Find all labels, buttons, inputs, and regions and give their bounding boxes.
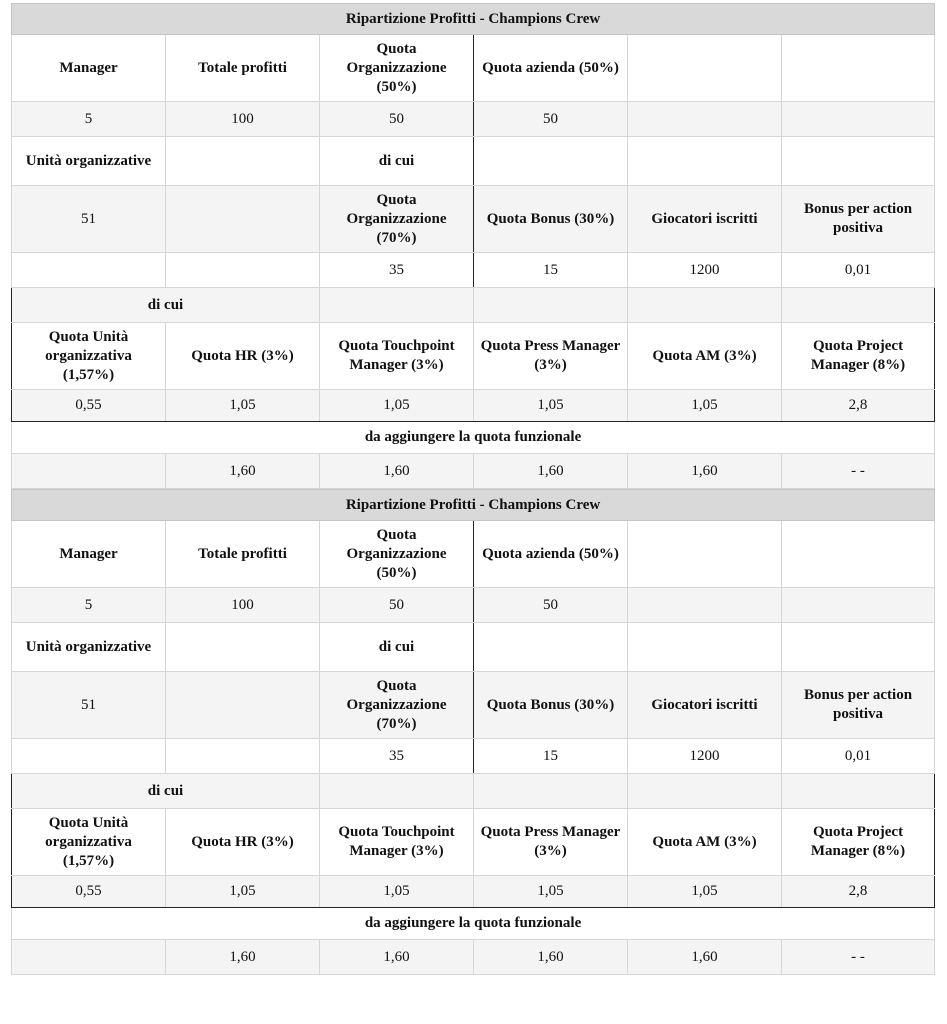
table-cell: 1200 [628, 253, 782, 288]
profit-table-1 [11, 3, 935, 489]
table-cell: Quota Bonus (30%) [474, 186, 628, 253]
table-cell: Giocatori iscritti [628, 186, 782, 253]
dicui-label: di cui [12, 774, 320, 809]
table-cell: 1,60 [166, 940, 320, 975]
dicui-row [12, 288, 935, 323]
table-cell [628, 521, 782, 588]
table-cell: 15 [474, 253, 628, 288]
table-cell: Quota Press Manager (3%) [474, 323, 628, 390]
table-cell: 51 [12, 672, 166, 739]
table-cell: Unità organizzative [12, 137, 166, 186]
table-cell: 50 [474, 102, 628, 137]
header-row-3 [12, 809, 935, 876]
table-cell: 0,01 [782, 253, 935, 288]
table-cell: Bonus per action positiva [782, 672, 935, 739]
title-row [12, 4, 935, 35]
table-cell: Manager [12, 35, 166, 102]
table-cell: 5 [12, 102, 166, 137]
table-cell: Quota azienda (50%) [474, 35, 628, 102]
table-cell: - - [782, 940, 935, 975]
table-cell [628, 774, 782, 809]
table-cell: Quota Touchpoint Manager (3%) [320, 809, 474, 876]
table-cell: 1,60 [320, 454, 474, 489]
table-cell [166, 672, 320, 739]
table-cell: Bonus per action positiva [782, 186, 935, 253]
functional-label: da aggiungere la quota funzionale [12, 908, 935, 940]
table-cell [782, 288, 935, 323]
table-cell [12, 454, 166, 489]
table-cell [320, 774, 474, 809]
table-cell: 51 [12, 186, 166, 253]
table-cell [782, 137, 935, 186]
table-cell: 35 [320, 253, 474, 288]
table-cell [166, 739, 320, 774]
table-cell: Quota Press Manager (3%) [474, 809, 628, 876]
table-cell [628, 623, 782, 672]
table-cell [782, 102, 935, 137]
table-cell: 50 [320, 588, 474, 623]
table-cell [12, 940, 166, 975]
table-cell: 1,05 [166, 876, 320, 908]
table-cell: Giocatori iscritti [628, 672, 782, 739]
values-row-1 [12, 588, 935, 623]
values-row-3 [12, 390, 935, 422]
profit-sheet [11, 3, 934, 975]
table-cell: 0,55 [12, 390, 166, 422]
functional-row [12, 908, 935, 940]
table-cell: 15 [474, 739, 628, 774]
header-row-1 [12, 35, 935, 102]
table-cell [628, 102, 782, 137]
table-cell: 100 [166, 588, 320, 623]
values-row-2 [12, 253, 935, 288]
table-cell: Quota azienda (50%) [474, 521, 628, 588]
table-cell: 0,55 [12, 876, 166, 908]
table-cell [474, 774, 628, 809]
table-cell [782, 35, 935, 102]
table-cell [12, 253, 166, 288]
values-row-1 [12, 102, 935, 137]
table-cell: 1,60 [474, 454, 628, 489]
table-cell [166, 623, 320, 672]
table-cell: 1,60 [474, 940, 628, 975]
table-cell [628, 288, 782, 323]
header-row-2 [12, 672, 935, 739]
table-cell: Quota Organizzazione (50%) [320, 35, 474, 102]
table-cell [12, 739, 166, 774]
table-cell [166, 253, 320, 288]
table-cell [474, 288, 628, 323]
table-cell [166, 137, 320, 186]
table-cell [474, 623, 628, 672]
values-row-4 [12, 454, 935, 489]
table-cell: 35 [320, 739, 474, 774]
table-cell: 1,60 [166, 454, 320, 489]
values-row-2 [12, 739, 935, 774]
table-cell: 1,05 [628, 390, 782, 422]
table-cell: 1200 [628, 739, 782, 774]
table-cell [320, 288, 474, 323]
header-row-3 [12, 323, 935, 390]
table-cell: Quota Touchpoint Manager (3%) [320, 323, 474, 390]
table-cell: Quota Unità organizzativa (1,57%) [12, 809, 166, 876]
table-cell: 1,05 [320, 390, 474, 422]
table-cell: 1,60 [320, 940, 474, 975]
table-cell [166, 186, 320, 253]
dicui-row [12, 774, 935, 809]
table-cell: Quota Bonus (30%) [474, 672, 628, 739]
functional-row [12, 422, 935, 454]
table-cell [782, 774, 935, 809]
title-row [12, 490, 935, 521]
table-title: Ripartizione Profitti - Champions Crew [12, 4, 935, 35]
table-cell [782, 623, 935, 672]
table-cell: 1,05 [320, 876, 474, 908]
table-cell: Quota AM (3%) [628, 323, 782, 390]
table-cell: Quota Project Manager (8%) [782, 809, 935, 876]
table-cell [782, 521, 935, 588]
table-cell [628, 35, 782, 102]
table-cell: Manager [12, 521, 166, 588]
table-cell: 100 [166, 102, 320, 137]
table-cell: Quota Organizzazione (70%) [320, 672, 474, 739]
table-cell: Quota Organizzazione (50%) [320, 521, 474, 588]
dicui-label: di cui [12, 288, 320, 323]
table-cell [474, 137, 628, 186]
table-cell [628, 137, 782, 186]
table-cell: 50 [474, 588, 628, 623]
table-cell: Unità organizzative [12, 623, 166, 672]
table-cell: 1,05 [166, 390, 320, 422]
table-title: Ripartizione Profitti - Champions Crew [12, 490, 935, 521]
values-row-4 [12, 940, 935, 975]
header-row-1 [12, 521, 935, 588]
table-cell: 1,60 [628, 454, 782, 489]
table-cell: 1,05 [628, 876, 782, 908]
units-row [12, 623, 935, 672]
table-cell: Quota Organizzazione (70%) [320, 186, 474, 253]
table-cell [782, 588, 935, 623]
table-cell: 5 [12, 588, 166, 623]
table-cell: di cui [320, 137, 474, 186]
header-row-2 [12, 186, 935, 253]
table-cell: 2,8 [782, 390, 935, 422]
table-cell: Quota Unità organizzativa (1,57%) [12, 323, 166, 390]
table-cell: Quota HR (3%) [166, 809, 320, 876]
table-cell: Totale profitti [166, 521, 320, 588]
values-row-3 [12, 876, 935, 908]
table-cell: Quota HR (3%) [166, 323, 320, 390]
table-cell: Quota Project Manager (8%) [782, 323, 935, 390]
table-cell: 1,05 [474, 390, 628, 422]
profit-table-2 [11, 489, 935, 975]
table-cell: 2,8 [782, 876, 935, 908]
units-row [12, 137, 935, 186]
table-cell [628, 588, 782, 623]
table-cell: 1,05 [474, 876, 628, 908]
table-cell: Totale profitti [166, 35, 320, 102]
table-cell: di cui [320, 623, 474, 672]
table-cell: 0,01 [782, 739, 935, 774]
table-cell: Quota AM (3%) [628, 809, 782, 876]
table-cell: - - [782, 454, 935, 489]
table-cell: 1,60 [628, 940, 782, 975]
functional-label: da aggiungere la quota funzionale [12, 422, 935, 454]
table-cell: 50 [320, 102, 474, 137]
